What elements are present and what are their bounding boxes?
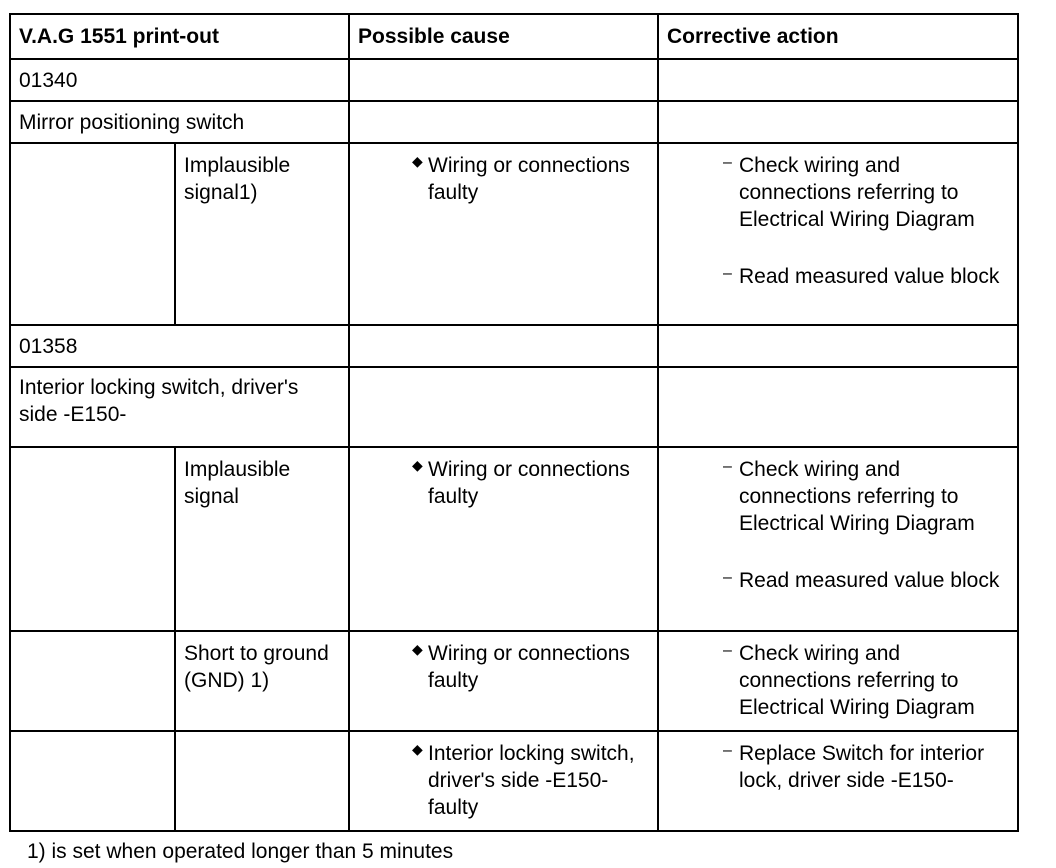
diamond-bullet-icon: ◆: [412, 641, 423, 657]
empty-cell: [349, 325, 658, 367]
fault-code-table: [9, 13, 1019, 832]
header-corrective-action: Corrective action: [658, 14, 1018, 59]
action-item: [723, 740, 1017, 794]
cause-item: [410, 152, 657, 206]
table-row: [10, 143, 1018, 325]
cause-item: [410, 456, 657, 510]
diamond-bullet-icon: ◆: [412, 153, 423, 169]
table-header-row: [10, 14, 1018, 59]
table-row: [10, 101, 1018, 143]
cause-cell: [349, 731, 658, 831]
table-row: [10, 447, 1018, 631]
diamond-bullet-icon: ◆: [412, 457, 423, 473]
action-text: Read measured value block: [739, 569, 1000, 592]
empty-cell: [349, 59, 658, 101]
dash-bullet-icon: –: [723, 458, 732, 475]
dash-bullet-icon: –: [723, 642, 732, 659]
empty-cell: [349, 101, 658, 143]
header-printout: V.A.G 1551 print-out: [10, 14, 349, 59]
empty-cell: [10, 447, 175, 631]
empty-cell: [10, 143, 175, 325]
cause-text: Interior locking switch, driver's side -E150- faulty: [428, 742, 635, 819]
dash-bullet-icon: –: [723, 569, 732, 586]
action-item: [723, 640, 1017, 721]
cause-item: [410, 640, 657, 694]
diamond-bullet-icon: ◆: [412, 741, 423, 757]
empty-cell: [10, 731, 175, 831]
condition-text: Short to ground (GND) 1): [175, 631, 349, 731]
action-item: [723, 567, 1017, 594]
table-row: [10, 325, 1018, 367]
condition-text: Implausible signal: [175, 447, 349, 631]
action-item: [723, 152, 1017, 233]
condition-text: [175, 731, 349, 831]
empty-cell: [10, 631, 175, 731]
header-possible-cause: Possible cause: [349, 14, 658, 59]
empty-cell: [658, 59, 1018, 101]
dash-bullet-icon: –: [723, 265, 732, 282]
empty-cell: [349, 367, 658, 447]
dash-bullet-icon: –: [723, 742, 732, 759]
component-name: Interior locking switch, driver's side -E150-: [10, 367, 349, 447]
footnote: 1) is set when operated longer than 5 minutes: [27, 840, 454, 863]
table-row: [10, 59, 1018, 101]
cause-text: Wiring or connections faulty: [428, 642, 630, 692]
table-row: [10, 631, 1018, 731]
action-text: Check wiring and connections referring to Electrical Wiring Diagram: [739, 458, 975, 535]
cause-item: [410, 740, 657, 821]
fault-code: 01340: [10, 59, 349, 101]
action-text: Read measured value block: [739, 265, 1000, 288]
action-text: Check wiring and connections referring to Electrical Wiring Diagram: [739, 154, 975, 231]
component-name: Mirror positioning switch: [10, 101, 349, 143]
action-text: Replace Switch for interior lock, driver side -E150-: [739, 742, 985, 792]
cause-text: Wiring or connections faulty: [428, 154, 630, 204]
action-cell: [658, 731, 1018, 831]
empty-cell: [658, 101, 1018, 143]
dash-bullet-icon: –: [723, 154, 732, 171]
action-cell: [658, 447, 1018, 631]
action-cell: [658, 143, 1018, 325]
cause-cell: [349, 631, 658, 731]
action-text: Check wiring and connections referring to Electrical Wiring Diagram: [739, 642, 975, 719]
action-item: [723, 456, 1017, 537]
cause-cell: [349, 447, 658, 631]
table-row: [10, 367, 1018, 447]
condition-text: Implausible signal1): [175, 143, 349, 325]
fault-code: 01358: [10, 325, 349, 367]
empty-cell: [658, 325, 1018, 367]
table-row: [10, 731, 1018, 831]
action-cell: [658, 631, 1018, 731]
action-item: [723, 263, 1017, 290]
cause-cell: [349, 143, 658, 325]
empty-cell: [658, 367, 1018, 447]
cause-text: Wiring or connections faulty: [428, 458, 630, 508]
